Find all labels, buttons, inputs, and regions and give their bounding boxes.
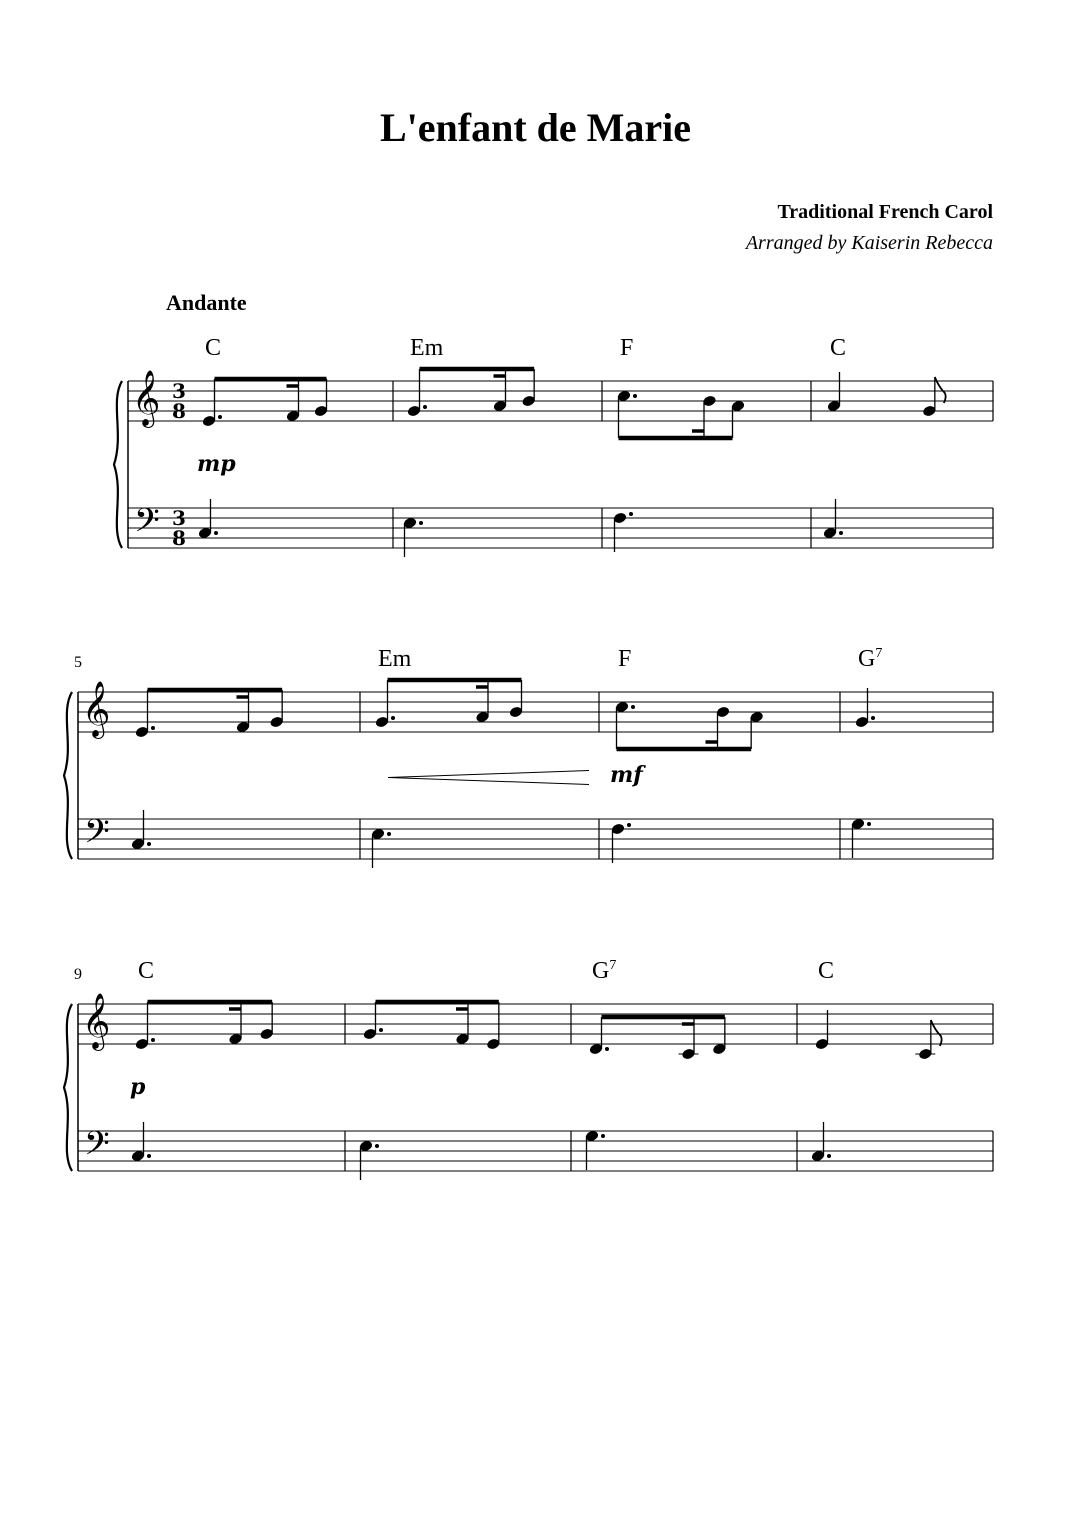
dot [627, 823, 631, 827]
dot [631, 705, 635, 709]
dot [387, 832, 391, 836]
chord-symbol [618, 646, 631, 673]
dot [379, 1028, 383, 1032]
dot [214, 531, 218, 535]
chord-root: C [830, 335, 847, 361]
bass-clef-icon: 𝄢 [134, 502, 160, 548]
brace [64, 692, 72, 859]
chord-root: C [818, 958, 835, 984]
time-signature-lower: 8 [172, 399, 186, 423]
chord-root: G [592, 958, 610, 984]
composer-credit: Traditional French Carol [777, 201, 993, 223]
chord-symbol [205, 335, 221, 362]
brace [64, 1004, 72, 1171]
bass-clef-icon: 𝄢 [84, 1125, 110, 1171]
treble-clef-icon: 𝄞 [132, 370, 161, 426]
chord-symbol [620, 335, 633, 362]
measure-number: 9 [74, 966, 82, 983]
chord-symbol [830, 335, 846, 362]
time-signature-lower: 8 [172, 526, 186, 550]
dot [151, 726, 155, 730]
chord-root: Em [378, 646, 412, 672]
chord-root: G [858, 646, 876, 672]
dot [423, 405, 427, 409]
chord-extension: 7 [875, 646, 883, 661]
chord-symbol [592, 958, 616, 985]
arranger-credit: Arranged by Kaiserin Rebecca [745, 232, 993, 254]
dynamic-marking: p [130, 1073, 146, 1100]
dot [633, 394, 637, 398]
dot [839, 531, 843, 535]
treble-clef-icon: 𝄞 [82, 993, 111, 1049]
dynamic-marking: mp [197, 450, 236, 477]
bass-clef-icon: 𝄢 [84, 813, 110, 859]
chord-root: C [205, 335, 222, 361]
chord-root: C [138, 958, 155, 984]
score-title: L'enfant de Marie [379, 105, 692, 150]
chord-symbol [410, 335, 443, 362]
tempo-marking: Andante [166, 290, 247, 315]
dynamic-marking: mf [610, 761, 643, 788]
dot [871, 716, 875, 720]
brace [114, 381, 122, 548]
chord-root: F [618, 646, 632, 672]
dot [419, 521, 423, 525]
dot [151, 1038, 155, 1042]
dot [827, 1154, 831, 1158]
treble-clef-icon: 𝄞 [82, 681, 111, 737]
chord-symbol [858, 646, 882, 673]
time-signature-upper: 3 [172, 379, 186, 403]
dot [867, 822, 871, 826]
dot [605, 1047, 609, 1051]
chord-root: F [620, 335, 634, 361]
dot [147, 842, 151, 846]
time-signature-upper: 3 [172, 506, 186, 530]
crescendo-hairpin [388, 771, 589, 785]
chord-root: Em [410, 335, 444, 361]
chord-symbol [818, 958, 834, 985]
dot [601, 1134, 605, 1138]
dot [218, 415, 222, 419]
dot [375, 1144, 379, 1148]
dot [629, 512, 633, 516]
dot [391, 716, 395, 720]
dot [147, 1154, 151, 1158]
chord-extension: 7 [609, 958, 617, 973]
chord-symbol [378, 646, 411, 673]
chord-symbol [138, 958, 154, 985]
measure-number: 5 [74, 654, 82, 671]
